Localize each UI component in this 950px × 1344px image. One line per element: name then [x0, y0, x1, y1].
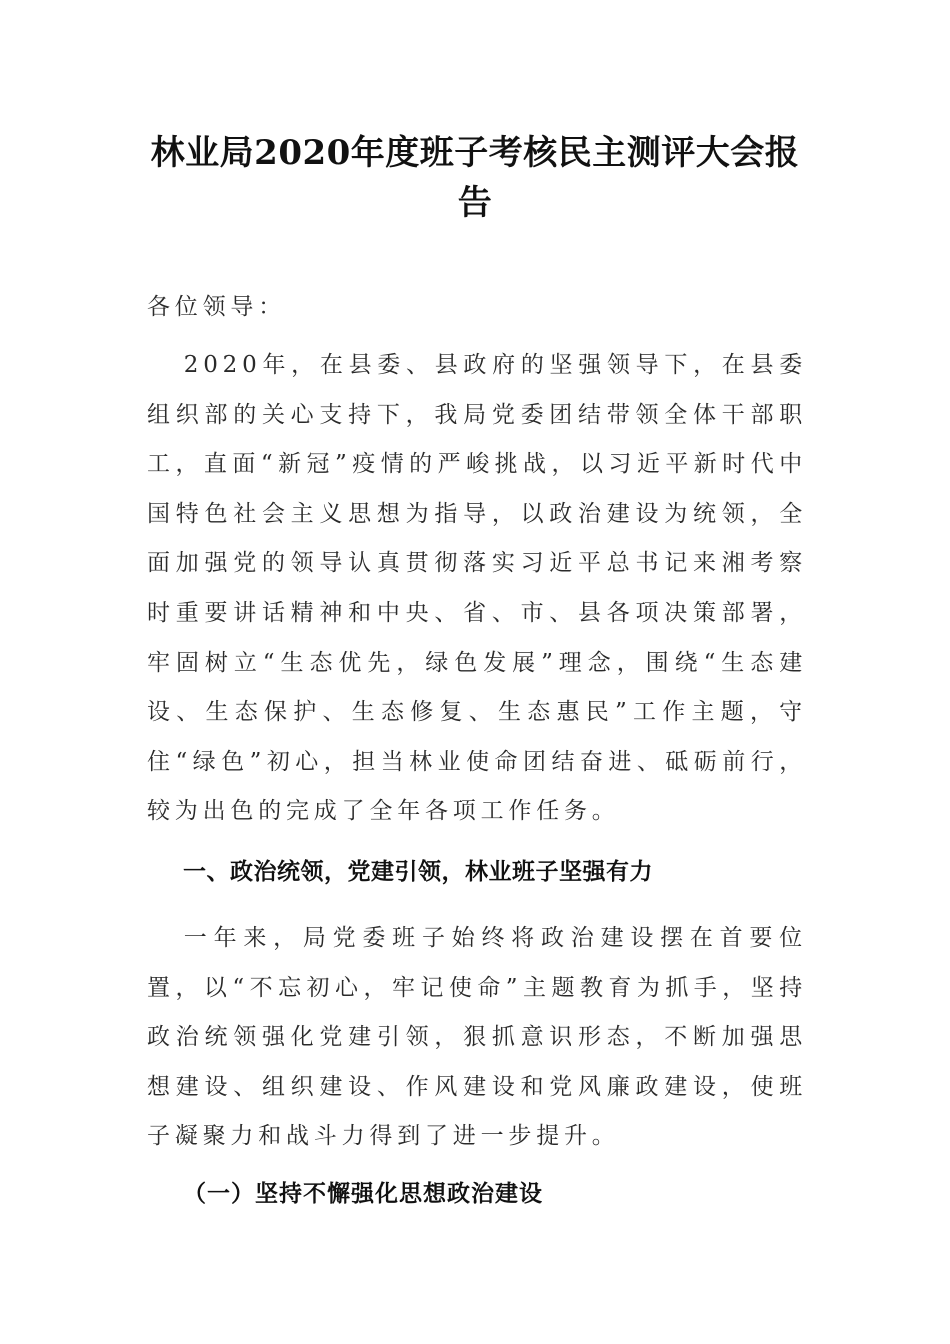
- section-heading: 一、政治统领，党建引领，林业班子坚强有力: [183, 859, 653, 885]
- salutation: 各位领导：: [147, 294, 286, 320]
- subsection-heading: （一）坚持不懈强化思想政治建设: [183, 1180, 543, 1207]
- paragraph-section-one: 一年来，局党委班子始终将政治建设摆在首要位置，以“不忘初心，牢记使命”主题教育为抓手，坚持政治统领强化党建引领，狠抓意识形态，不断加强思想建设、组织建设、作风建设和党风廉政建设，使班子凝聚力和战斗力得到了进一步提升。: [147, 925, 807, 1150]
- paragraph-intro: 2020年，在县委、县政府的坚强领导下，在县委组织部的关心支持下，我局党委团结带领全体干部职工，直面“新冠”疫情的严峻挑战，以习近平新时代中国特色社会主义思想为指导，以政治建设为统领，全面加强党的领导认真贯彻落实习近平总书记来湘考察时重要讲话精神和中央、省、市、县各项决策部署，牢固树立“生态优先，绿色发展”理念，围绕“生态建设、生态保护、生态修复、生态惠民”工作主题，守住“绿色”初心，担当林业使命团结奋进、砥砺前行，较为出色的完成了全年各项工作任务。: [147, 352, 807, 825]
- document-title: 林业局2020年度班子考核民主测评大会报告: [150, 133, 800, 223]
